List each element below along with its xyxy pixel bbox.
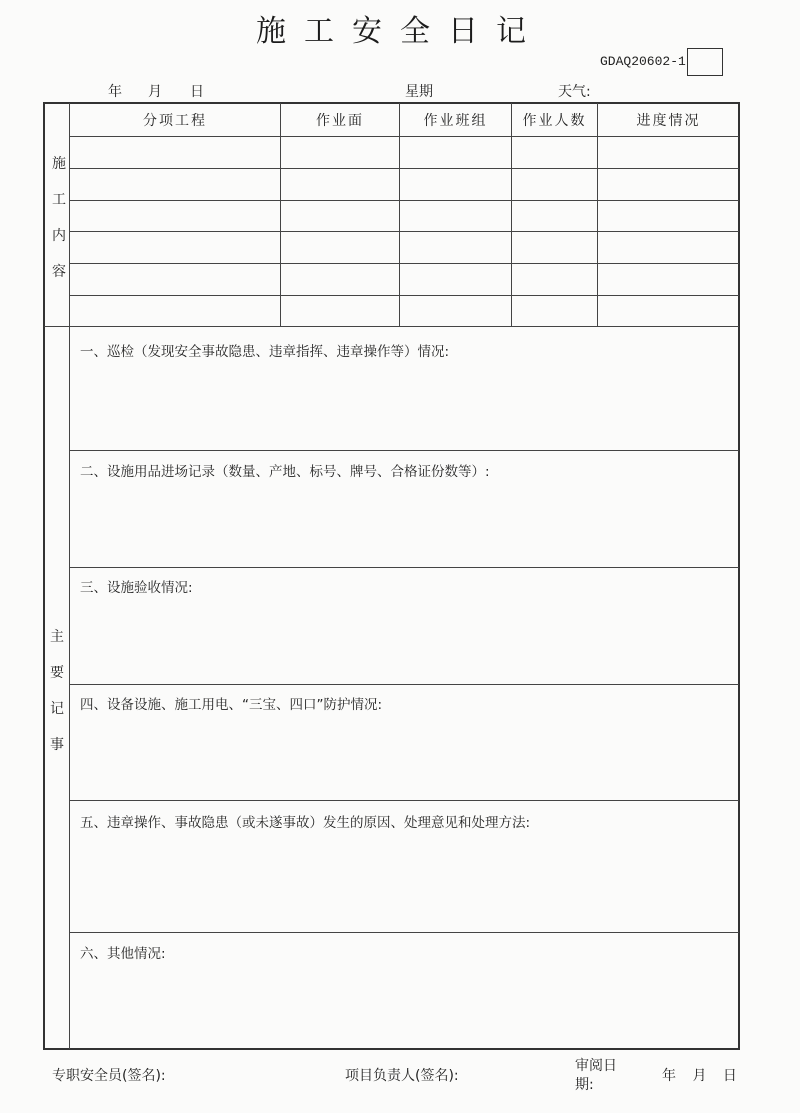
page-title: 施工安全日记 bbox=[256, 14, 544, 49]
side-label-char: 施 bbox=[52, 156, 66, 172]
col-header-progress: 进度情况 bbox=[636, 113, 701, 129]
year-label: 年 bbox=[108, 84, 122, 100]
record-divider bbox=[70, 567, 739, 568]
doc-code-box[interactable] bbox=[687, 48, 723, 76]
weekday-label: 星期 bbox=[405, 84, 433, 100]
section-facility-acceptance: 三、设施验收情况: bbox=[80, 580, 193, 596]
doc-code: GDAQ20602-1 bbox=[600, 54, 686, 69]
weather-label: 天气: bbox=[558, 84, 591, 100]
section-materials-entry: 二、设施用品进场记录（数量、产地、标号、牌号、合格证份数等）: bbox=[80, 464, 490, 480]
record-divider bbox=[70, 800, 739, 801]
project-leader-signature: 项目负责人(签名): bbox=[345, 1068, 459, 1084]
inspection-notes-area[interactable] bbox=[70, 360, 739, 448]
col-header-worker-count: 作业人数 bbox=[522, 113, 587, 129]
record-divider bbox=[70, 932, 739, 933]
month-label: 月 bbox=[148, 84, 162, 100]
materials-notes-area[interactable] bbox=[70, 482, 739, 565]
acceptance-notes-area[interactable] bbox=[70, 598, 739, 682]
review-date-label-line2: 期: bbox=[575, 1077, 594, 1093]
side-label-char: 内 bbox=[52, 228, 66, 244]
day-label: 日 bbox=[190, 84, 204, 100]
review-date-label-line1: 审阅日 bbox=[575, 1058, 617, 1074]
side-label-char: 主 bbox=[50, 629, 64, 645]
record-divider bbox=[70, 684, 739, 685]
side-label-char: 容 bbox=[52, 264, 66, 280]
section-inspection: 一、巡检（发现安全事故隐患、违章指挥、违章操作等）情况: bbox=[80, 344, 450, 360]
record-divider bbox=[70, 450, 739, 451]
section-violations-handling: 五、违章操作、事故隐患（或未遂事故）发生的原因、处理意见和处理方法: bbox=[80, 815, 531, 831]
col-header-work-team: 作业班组 bbox=[423, 113, 488, 129]
side-label-char: 事 bbox=[50, 737, 64, 753]
section-equipment-protection: 四、设备设施、施工用电、“三宝、四口”防护情况: bbox=[80, 697, 383, 713]
side-label-char: 要 bbox=[50, 665, 64, 681]
col-header-work-face: 作业面 bbox=[316, 113, 364, 129]
col-header-subproject: 分项工程 bbox=[143, 113, 207, 129]
violations-notes-area[interactable] bbox=[70, 833, 739, 930]
section-other: 六、其他情况: bbox=[80, 946, 166, 962]
protection-notes-area[interactable] bbox=[70, 715, 739, 798]
construction-entries[interactable] bbox=[70, 137, 739, 326]
side-label-char: 工 bbox=[52, 192, 66, 208]
other-notes-area[interactable] bbox=[70, 962, 739, 1048]
side-label-char: 记 bbox=[50, 701, 64, 717]
safety-officer-signature: 专职安全员(签名): bbox=[52, 1068, 166, 1084]
review-date-ymd: 年 月 日 bbox=[662, 1068, 743, 1084]
section-divider bbox=[44, 326, 739, 327]
